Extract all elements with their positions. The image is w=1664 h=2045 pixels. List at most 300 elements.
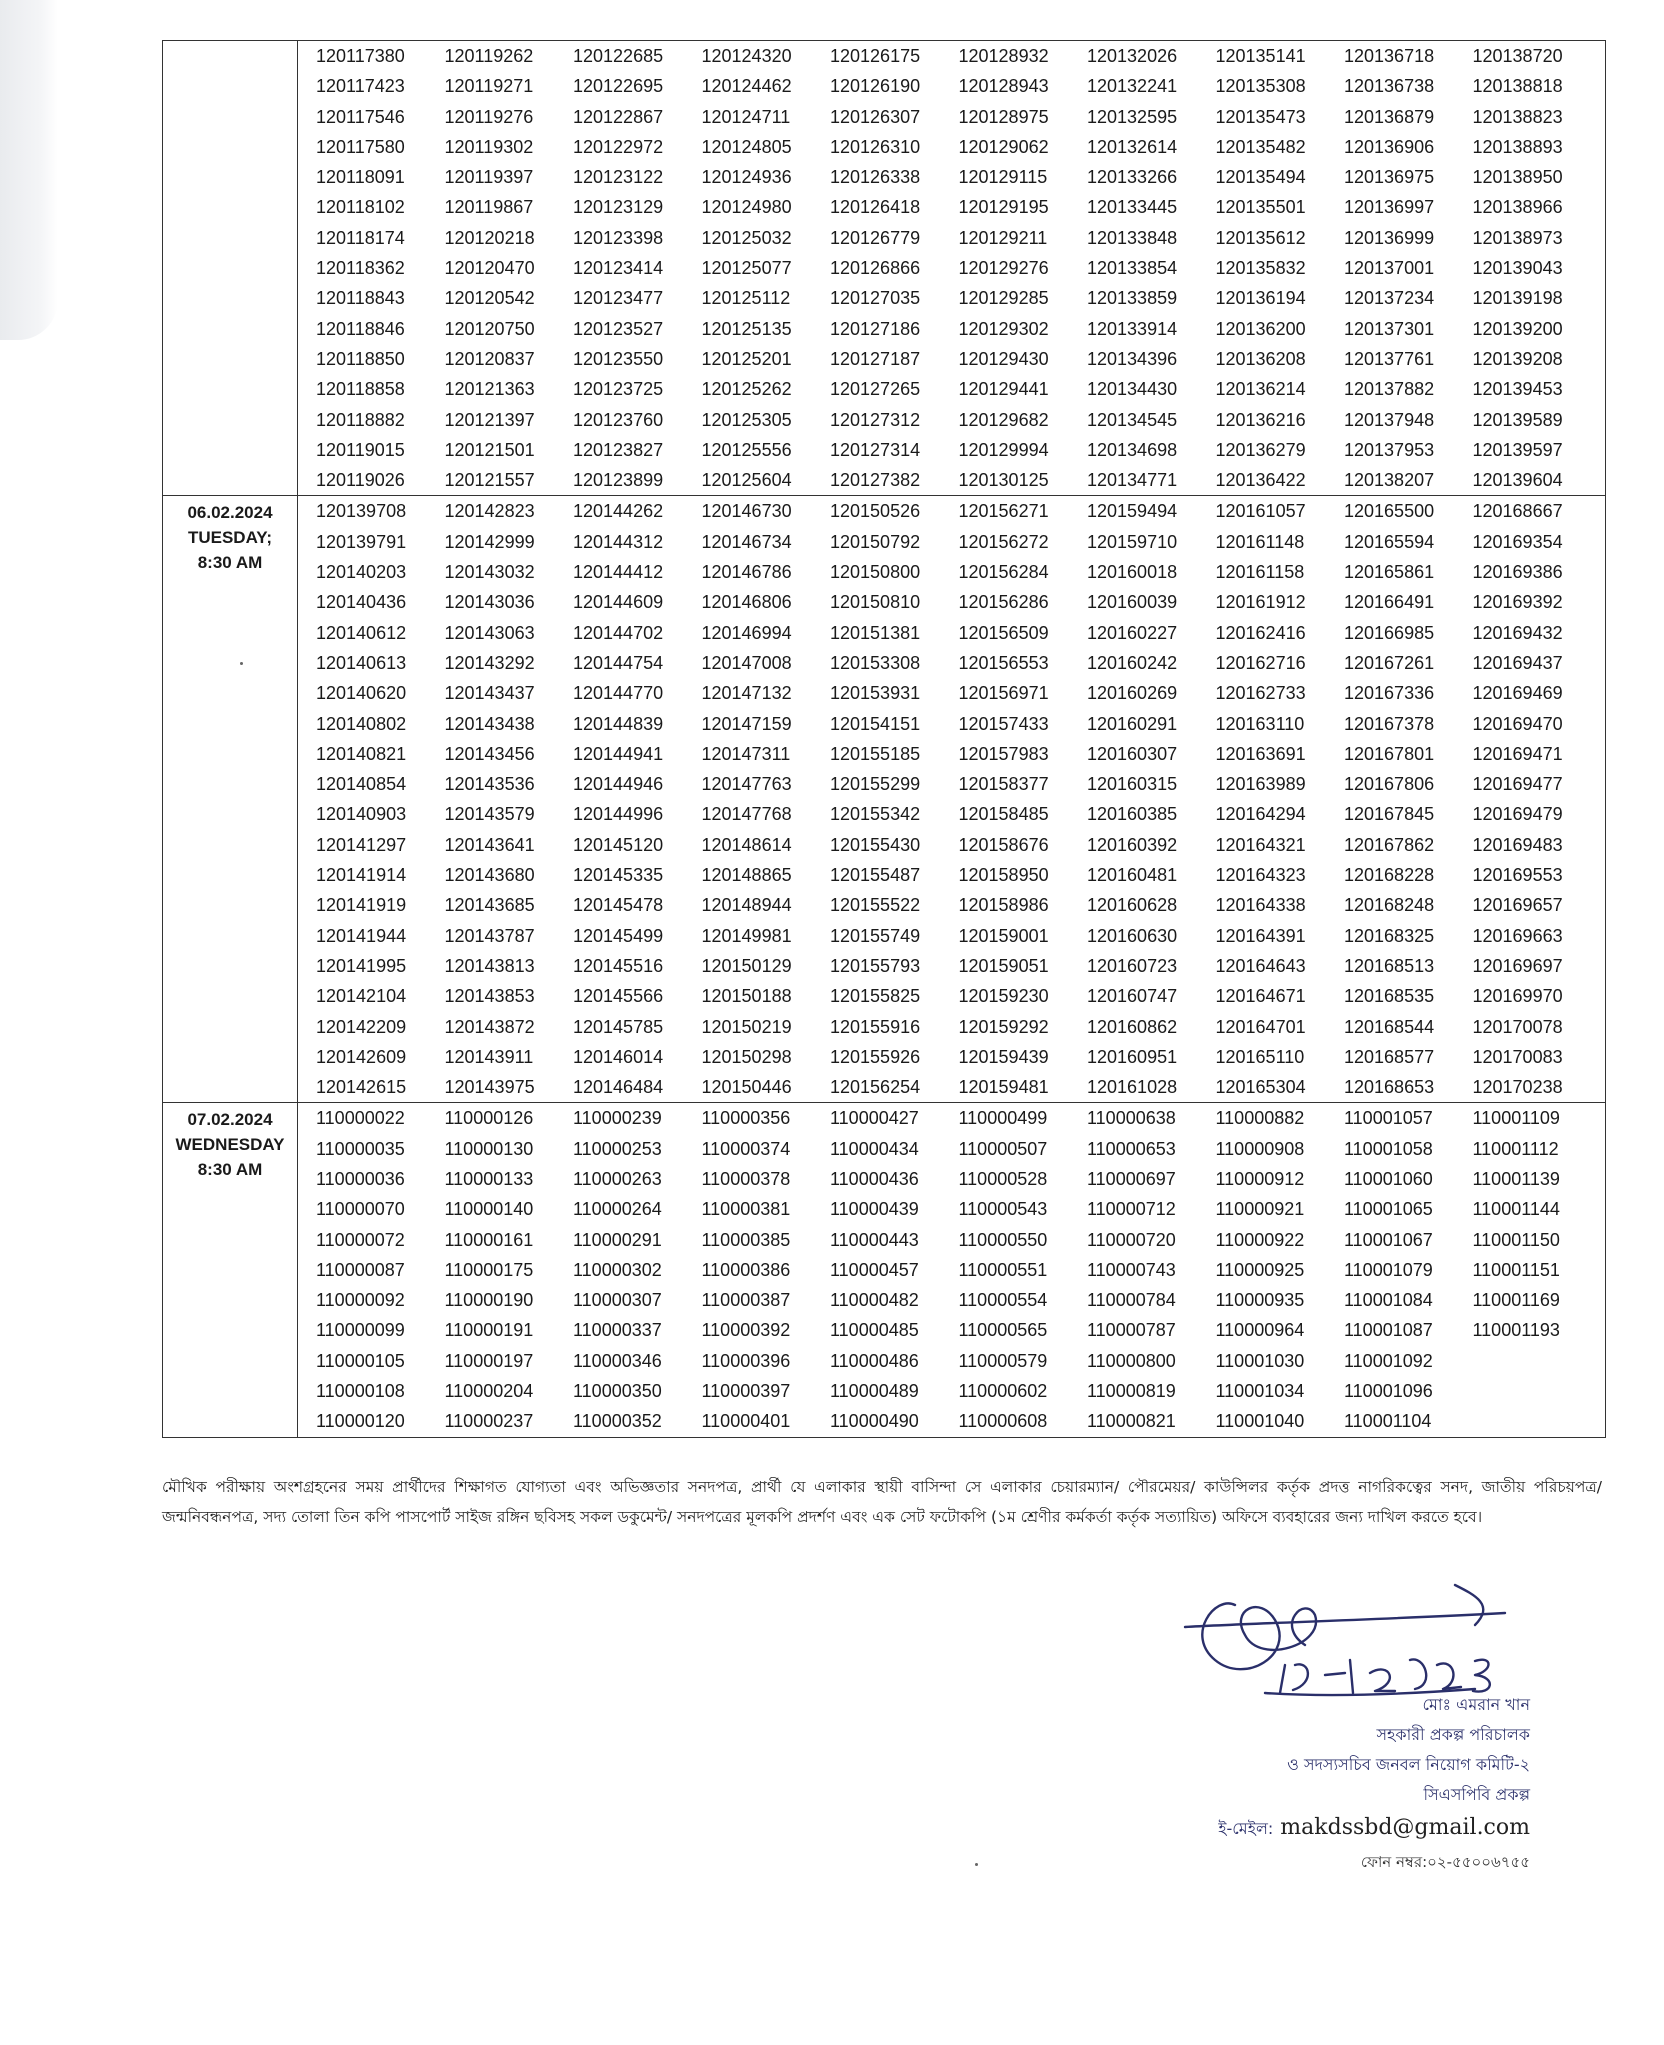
- roll-number: 120145499: [573, 925, 664, 946]
- roll-number: 120125305: [701, 409, 792, 430]
- roll-number: 120167336: [1344, 683, 1435, 704]
- roll-number: 120164294: [1215, 804, 1306, 825]
- roll-number: [1473, 1406, 1602, 1436]
- roll-number: 110000784: [1087, 1290, 1176, 1311]
- roll-number: 120134698: [1087, 439, 1178, 460]
- roll-number: 110000543: [958, 1199, 1048, 1220]
- roll-number: 120135501: [1215, 197, 1306, 218]
- roll-number: 120159051: [958, 955, 1049, 976]
- roll-number: 120143813: [444, 955, 535, 976]
- roll-number: 120129430: [958, 348, 1049, 369]
- roll-number: 120168653: [1344, 1077, 1435, 1098]
- roll-number: 120143872: [444, 1016, 535, 1037]
- schedule-date-line: 8:30 AM: [197, 553, 263, 573]
- schedule-block: [163, 41, 1606, 496]
- roll-number: 110000108: [316, 1381, 405, 1402]
- roll-number: 120168544: [1344, 1016, 1435, 1037]
- roll-number: 110001169: [1472, 1290, 1560, 1311]
- roll-number: 120129682: [958, 409, 1049, 430]
- schedule-date-cell: [163, 496, 298, 1103]
- roll-number: 120143536: [444, 774, 535, 795]
- roll-number: 120123122: [573, 167, 664, 188]
- phone-number: ০২-৫৫০০৬৭৫৫: [1427, 1853, 1530, 1871]
- roll-number: 110000070: [316, 1199, 405, 1220]
- roll-number: 110000579: [958, 1350, 1048, 1371]
- roll-number: 110000386: [701, 1259, 791, 1280]
- roll-number: 110001193: [1472, 1320, 1560, 1341]
- roll-number: 110000554: [958, 1290, 1048, 1311]
- roll-number: 110000120: [316, 1411, 405, 1432]
- roll-number: 120156254: [830, 1077, 921, 1098]
- roll-number: 120125262: [701, 379, 792, 400]
- roll-number: 120135473: [1215, 106, 1306, 127]
- roll-number: 110000385: [701, 1229, 791, 1250]
- roll-number: 120138950: [1472, 167, 1563, 188]
- roll-number: 120158377: [958, 774, 1049, 795]
- roll-number: 120143641: [444, 834, 535, 855]
- roll-number: 120144702: [573, 622, 664, 643]
- signatory-committee: ও সদস্যসচিব জনবল নিয়োগ কমিটি-২: [1287, 1755, 1530, 1774]
- roll-number: 120169469: [1472, 683, 1563, 704]
- roll-number: 120144312: [573, 531, 664, 552]
- roll-number: 120158950: [958, 865, 1049, 886]
- roll-number: 120147132: [701, 683, 792, 704]
- roll-number: 110000105: [316, 1350, 405, 1371]
- signatory-email-line: [1060, 1810, 1530, 1847]
- roll-number: 120137761: [1344, 348, 1435, 369]
- roll-number: 120166491: [1344, 592, 1435, 613]
- roll-number: 120143579: [444, 804, 535, 825]
- roll-number: 120135308: [1215, 76, 1306, 97]
- roll-number: 110001139: [1472, 1168, 1560, 1189]
- roll-number: 120122685: [573, 46, 664, 66]
- roll-number: 110001096: [1344, 1381, 1433, 1402]
- roll-number: 110000489: [830, 1381, 919, 1402]
- roll-number: 110000935: [1215, 1290, 1305, 1311]
- roll-number: 120147768: [701, 804, 792, 825]
- roll-number: 120164338: [1215, 895, 1306, 916]
- roll-number: 120136194: [1215, 288, 1306, 309]
- roll-number: 110000133: [444, 1168, 534, 1189]
- roll-number: [1473, 1376, 1602, 1406]
- roll-number: 120127186: [830, 318, 921, 339]
- roll-number: 120126418: [830, 197, 921, 218]
- roll-number: 120169477: [1472, 774, 1563, 795]
- roll-number: 120125032: [701, 227, 792, 248]
- roll-number: 120162416: [1215, 622, 1306, 643]
- roll-number: 110001112: [1472, 1138, 1559, 1159]
- roll-number: 110000099: [316, 1320, 405, 1341]
- roll-number: 120133914: [1087, 318, 1178, 339]
- roll-number: 120138207: [1344, 470, 1435, 491]
- roll-number-grid: [298, 41, 1605, 495]
- roll-number: 120155487: [830, 865, 921, 886]
- roll-number: 120161158: [1215, 562, 1305, 583]
- roll-number: 120146994: [701, 622, 792, 643]
- roll-number: 120141995: [316, 955, 407, 976]
- roll-number: 110000439: [830, 1199, 919, 1220]
- roll-number: 120118846: [316, 318, 405, 339]
- roll-number: 120138823: [1472, 106, 1563, 127]
- roll-number: 120151381: [830, 622, 921, 643]
- roll-number: 110001058: [1344, 1138, 1433, 1159]
- signatory-name: মোঃ এমরান খান: [1422, 1695, 1530, 1714]
- signatory-block: [1060, 1690, 1530, 1877]
- roll-number: 120160481: [1087, 865, 1178, 886]
- roll-number: 110000602: [958, 1381, 1048, 1402]
- roll-number: 110000638: [1087, 1108, 1176, 1129]
- roll-number: 110000356: [701, 1108, 791, 1129]
- roll-number: 120156553: [958, 652, 1049, 673]
- roll-number: 120118174: [316, 227, 405, 248]
- roll-number: 120160291: [1087, 713, 1178, 734]
- roll-number: 120123398: [573, 227, 664, 248]
- roll-number: 120159439: [958, 1046, 1049, 1067]
- schedule-date-line: WEDNESDAY: [175, 1135, 285, 1155]
- roll-number: 120164701: [1215, 1016, 1306, 1037]
- roll-number: 120156271: [958, 501, 1049, 522]
- roll-number: 120160630: [1087, 925, 1178, 946]
- roll-number: 120139597: [1472, 439, 1563, 460]
- roll-number: 120138973: [1472, 227, 1563, 248]
- roll-number: 110000427: [830, 1108, 919, 1129]
- roll-number: 120127314: [830, 439, 921, 460]
- roll-number: 120169392: [1472, 592, 1563, 613]
- roll-number: 120123899: [573, 470, 664, 491]
- roll-number: 120160315: [1087, 774, 1178, 795]
- roll-number: 120159001: [958, 925, 1049, 946]
- roll-number: 120147763: [701, 774, 792, 795]
- roll-number: 110000346: [573, 1350, 662, 1371]
- roll-number: 110000204: [444, 1381, 534, 1402]
- roll-number: 120161028: [1087, 1077, 1178, 1098]
- roll-number: 120134430: [1087, 379, 1178, 400]
- roll-number: 120143680: [444, 865, 535, 886]
- signatory-project: সিএসপিবি প্রকল্প: [1423, 1785, 1530, 1804]
- roll-number: 120122695: [573, 76, 664, 97]
- roll-number: 110000821: [1087, 1411, 1176, 1432]
- roll-number: 120141919: [316, 895, 407, 916]
- roll-number: 120160307: [1087, 743, 1178, 764]
- roll-table: [162, 40, 1606, 1438]
- roll-number: 120122972: [573, 136, 664, 157]
- roll-number: 120156971: [958, 683, 1049, 704]
- roll-number: 110000819: [1087, 1381, 1176, 1402]
- roll-number: 120150219: [701, 1016, 792, 1037]
- roll-number: 120140620: [316, 683, 407, 704]
- roll-number: 120138720: [1472, 46, 1563, 66]
- roll-number: 120139200: [1472, 318, 1563, 339]
- roll-number: 120136216: [1215, 409, 1306, 430]
- roll-number: 120123827: [573, 439, 664, 460]
- roll-number: 110001065: [1344, 1199, 1433, 1220]
- roll-number: 120150800: [830, 562, 921, 583]
- roll-numbers-cell: [298, 496, 1606, 1103]
- roll-number: 120126779: [830, 227, 921, 248]
- roll-number: 120163989: [1215, 774, 1306, 795]
- roll-number: 110000457: [830, 1259, 919, 1280]
- roll-number: 120136214: [1215, 379, 1306, 400]
- roll-number: 120169432: [1472, 622, 1563, 643]
- roll-number: 110000882: [1215, 1108, 1305, 1129]
- roll-number: 110000237: [444, 1411, 534, 1432]
- roll-number: 120143975: [444, 1077, 535, 1098]
- roll-number: 120120837: [444, 348, 535, 369]
- roll-number: 120128975: [958, 106, 1049, 127]
- roll-number: 120136879: [1344, 106, 1435, 127]
- roll-number: 110000443: [830, 1229, 919, 1250]
- roll-number: 120120750: [444, 318, 535, 339]
- roll-number: 120159292: [958, 1016, 1049, 1037]
- roll-number: 120132241: [1087, 76, 1178, 97]
- roll-number: 120160951: [1087, 1046, 1178, 1067]
- roll-number: 120118091: [316, 167, 405, 188]
- roll-number: 120133859: [1087, 288, 1178, 309]
- roll-number: 120169470: [1472, 713, 1563, 734]
- roll-number: 110001030: [1215, 1350, 1305, 1371]
- roll-number: 120159494: [1087, 501, 1178, 522]
- roll-number: 120159230: [958, 986, 1049, 1007]
- roll-number: 120117546: [316, 106, 405, 127]
- roll-number: 120167806: [1344, 774, 1435, 795]
- schedule-date-cell: [163, 1103, 298, 1437]
- roll-number: 110001067: [1344, 1229, 1433, 1250]
- roll-number: 120143456: [444, 743, 535, 764]
- roll-number: 120165500: [1344, 501, 1435, 522]
- roll-number: 120127035: [830, 288, 921, 309]
- roll-number: 120136200: [1215, 318, 1306, 339]
- roll-number: 110000239: [573, 1108, 662, 1129]
- roll-number: 120129062: [958, 136, 1049, 157]
- roll-number: 110000922: [1215, 1229, 1305, 1250]
- roll-number: 110000551: [958, 1259, 1048, 1280]
- roll-number: 120129195: [958, 197, 1049, 218]
- roll-number: 120120470: [444, 258, 535, 279]
- roll-number: 110000401: [701, 1411, 791, 1432]
- roll-number: 110000485: [830, 1320, 919, 1341]
- roll-number: [1473, 1346, 1602, 1376]
- roll-number: 120146484: [573, 1077, 664, 1098]
- roll-number: 120136738: [1344, 76, 1435, 97]
- roll-number: 120147159: [701, 713, 792, 734]
- roll-number: 110000912: [1215, 1168, 1305, 1189]
- roll-number: 120127312: [830, 409, 921, 430]
- roll-number: 120153931: [830, 683, 921, 704]
- roll-number: 120117580: [316, 136, 405, 157]
- roll-number: 120134771: [1087, 470, 1178, 491]
- roll-number: 120136906: [1344, 136, 1435, 157]
- phone-label: ফোন নম্বর:: [1360, 1853, 1428, 1871]
- roll-number-grid: [298, 496, 1605, 1102]
- roll-number: 120143292: [444, 652, 535, 673]
- roll-number: 110001084: [1344, 1290, 1433, 1311]
- roll-number: 120155749: [830, 925, 921, 946]
- roll-number: 120169471: [1472, 743, 1563, 764]
- roll-number: 120129276: [958, 258, 1049, 279]
- roll-number: 120159481: [958, 1077, 1049, 1098]
- roll-number: 120148944: [701, 895, 792, 916]
- roll-number: 120124936: [701, 167, 792, 188]
- roll-number: 120139589: [1472, 409, 1563, 430]
- roll-number: 120145566: [573, 986, 664, 1007]
- roll-number: 120137882: [1344, 379, 1435, 400]
- instructions-note: মৌখিক পরীক্ষায় অংশগ্রহনের সময় প্রার্থীদের শিক্ষাগত যোগ্যতা এবং অভিজ্ঞতার সনদপত্র, প্রার্থী যে এলাকার স্থায়ী বাসিন্দা সে এলাকার চেয়ারম্যান/ পৌরমেয়র/ কাউন্সিলর কর্তৃক প্রদত্ত নাগরিকত্বের সনদ, জাতীয় পরিচয়পত্র/ জন্মনিবন্ধনপত্র, সদ্য তোলা তিন কপি পাসপোর্ট সাইজ রঙ্গিন ছবিসহ সকল ডকুমেন্ট/ সনদপত্রের মূলকপি প্রদর্শণ এবং এক সেট ফটোকপি (১ম শ্রেণীর কর্মকর্তা কর্তৃক সত্যায়িত) অফিসে ব্যবহারের জন্য দাখিল করতে হবে।: [162, 1478, 1602, 1526]
- roll-number: 120140436: [316, 592, 407, 613]
- roll-number: 120130125: [958, 470, 1049, 491]
- roll-number: 120146786: [701, 562, 792, 583]
- roll-number: 120123129: [573, 197, 664, 218]
- roll-number: 120146806: [701, 592, 792, 613]
- roll-number: 110000092: [316, 1290, 405, 1311]
- roll-number: 120138893: [1472, 136, 1563, 157]
- roll-number: 120135832: [1215, 258, 1306, 279]
- roll-number: 120142104: [316, 986, 407, 1007]
- roll-number: 120126175: [830, 46, 921, 66]
- roll-number: 120164321: [1215, 834, 1306, 855]
- roll-number: 120160242: [1087, 652, 1178, 673]
- roll-number: 120143787: [444, 925, 535, 946]
- roll-number: 110000350: [573, 1381, 662, 1402]
- roll-number: 120123550: [573, 348, 664, 369]
- roll-number: 110000337: [573, 1320, 662, 1341]
- roll-number: 120147008: [701, 652, 792, 673]
- roll-number: 120169657: [1472, 895, 1563, 916]
- roll-number: 120126866: [830, 258, 921, 279]
- roll-number: 120154151: [830, 713, 921, 734]
- roll-number: 120125556: [701, 439, 792, 460]
- roll-number: 120140203: [316, 562, 407, 583]
- roll-number: 110000434: [830, 1138, 919, 1159]
- roll-number: 120125604: [701, 470, 792, 491]
- roll-number: 120133266: [1087, 167, 1178, 188]
- roll-number: 120125077: [701, 258, 792, 279]
- roll-number: 110001109: [1472, 1108, 1560, 1129]
- roll-number: 120168535: [1344, 986, 1435, 1007]
- roll-number: 120150446: [701, 1077, 792, 1098]
- roll-number: 120140854: [316, 774, 407, 795]
- roll-number: 120142999: [444, 531, 535, 552]
- roll-number: 120119271: [444, 76, 534, 97]
- roll-numbers-cell: [298, 1103, 1606, 1437]
- roll-number: 110000392: [701, 1320, 791, 1341]
- roll-number: 110000072: [316, 1229, 405, 1250]
- roll-number: 120133854: [1087, 258, 1178, 279]
- roll-number: 110000302: [573, 1259, 662, 1280]
- roll-number: 120129211: [958, 227, 1048, 248]
- roll-number: 120135482: [1215, 136, 1306, 157]
- roll-number: 110001104: [1344, 1411, 1432, 1432]
- roll-number: 120169697: [1472, 955, 1563, 976]
- roll-number: 120127382: [830, 470, 921, 491]
- roll-number: 120164671: [1215, 986, 1306, 1007]
- roll-number: 110000140: [444, 1199, 534, 1220]
- roll-number: 120136718: [1344, 46, 1435, 66]
- roll-number: 120155299: [830, 774, 921, 795]
- roll-number: 120155825: [830, 986, 921, 1007]
- roll-number: 110000264: [573, 1199, 662, 1220]
- roll-number: 120156509: [958, 622, 1049, 643]
- roll-number: 120119262: [444, 46, 534, 66]
- roll-number: 120145335: [573, 865, 664, 886]
- roll-number: 120120218: [444, 227, 535, 248]
- roll-number: 120136999: [1344, 227, 1435, 248]
- roll-number: 120139708: [316, 501, 407, 522]
- roll-number: 120169553: [1472, 865, 1563, 886]
- roll-number: 110001092: [1344, 1350, 1433, 1371]
- roll-number: 120168325: [1344, 925, 1435, 946]
- roll-number: 120144941: [573, 743, 664, 764]
- roll-number: 120136975: [1344, 167, 1435, 188]
- roll-number: 120146730: [701, 501, 792, 522]
- roll-number: 120121363: [444, 379, 535, 400]
- roll-number: 110000697: [1087, 1168, 1176, 1189]
- roll-number: 120121397: [444, 409, 535, 430]
- signatory-designation: সহকারী প্রকল্প পরিচালক: [1376, 1725, 1530, 1744]
- roll-number: 120165110: [1215, 1046, 1305, 1067]
- roll-number: 120169437: [1472, 652, 1563, 673]
- schedule-date-line: 07.02.2024: [187, 1110, 273, 1130]
- roll-number: 120168513: [1344, 955, 1435, 976]
- roll-number: 120170083: [1472, 1046, 1563, 1067]
- roll-number: 110000374: [701, 1138, 791, 1159]
- roll-number: 110000787: [1087, 1320, 1176, 1341]
- roll-number: 120145120: [573, 834, 664, 855]
- roll-number: 110000291: [573, 1229, 662, 1250]
- roll-number: 120134545: [1087, 409, 1178, 430]
- roll-schedule: [162, 40, 1606, 1438]
- roll-number: 120155185: [830, 743, 921, 764]
- roll-number: 120147311: [701, 743, 791, 764]
- roll-number: 120169970: [1472, 986, 1563, 1007]
- roll-number: 120136997: [1344, 197, 1435, 218]
- roll-number: 110000550: [958, 1229, 1048, 1250]
- roll-number: 120124462: [701, 76, 792, 97]
- roll-number: 120140612: [316, 622, 407, 643]
- roll-number: 120125135: [701, 318, 792, 339]
- roll-number: 120139791: [316, 531, 407, 552]
- roll-number: 120136208: [1215, 348, 1306, 369]
- roll-number: 110000490: [830, 1411, 919, 1432]
- roll-number: 120143437: [444, 683, 535, 704]
- speck: [240, 662, 243, 665]
- email-label: ই-মেইল:: [1218, 1819, 1274, 1838]
- signatory-phone-line: [1060, 1847, 1530, 1877]
- roll-number: 120149981: [701, 925, 792, 946]
- roll-number: 110000499: [958, 1108, 1048, 1129]
- roll-number: 120160039: [1087, 592, 1178, 613]
- roll-number: 120156272: [958, 531, 1049, 552]
- roll-number: 120167845: [1344, 804, 1435, 825]
- roll-number: 110000507: [958, 1138, 1048, 1159]
- roll-number: 120124320: [701, 46, 792, 66]
- roll-number: 110000161: [444, 1229, 534, 1250]
- roll-number: 120120542: [444, 288, 535, 309]
- roll-number: 120143032: [444, 562, 535, 583]
- roll-number: 120144609: [573, 592, 664, 613]
- roll-number: 110000436: [830, 1168, 919, 1189]
- roll-number: 110000175: [444, 1259, 534, 1280]
- roll-number: 120129302: [958, 318, 1049, 339]
- email-address[interactable]: makdssbd@gmail.com: [1280, 1815, 1530, 1840]
- roll-number: 120141914: [316, 865, 407, 886]
- roll-number: 120128943: [958, 76, 1049, 97]
- roll-number: 110000528: [958, 1168, 1048, 1189]
- roll-number: 120156284: [958, 562, 1049, 583]
- roll-number: 120160628: [1087, 895, 1178, 916]
- roll-number: 120135494: [1215, 167, 1306, 188]
- roll-number: 120127265: [830, 379, 921, 400]
- roll-number: 120136422: [1215, 470, 1306, 491]
